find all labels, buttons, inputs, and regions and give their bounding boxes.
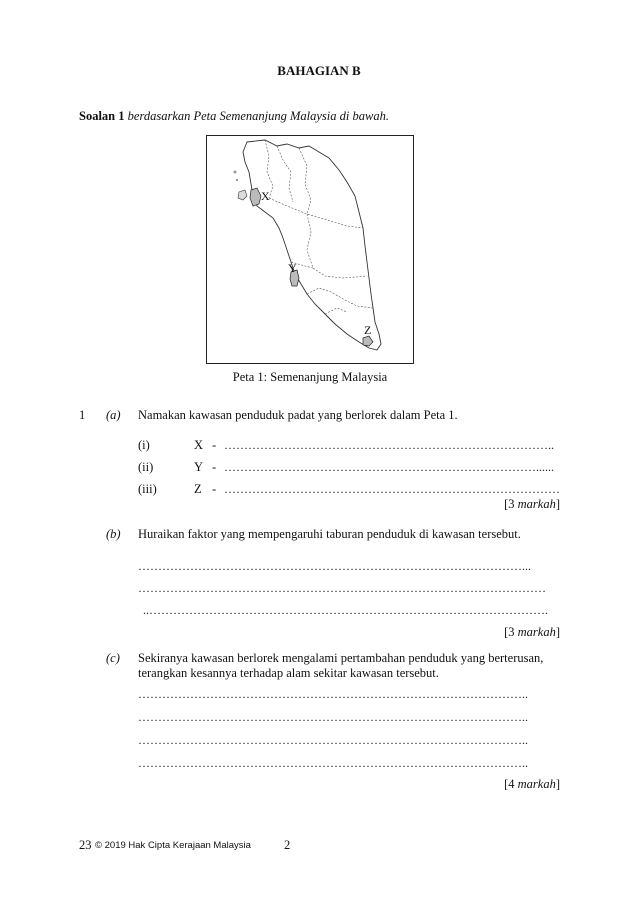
part-c-text-line2: terangkan kesannya terhadap alam sekitar kawasan tersebut. [138,666,439,680]
map-caption: Peta 1: Semenanjung Malaysia [232,370,388,384]
peninsula-outline [243,140,381,350]
shaded-area-z [363,336,373,346]
answer-line[interactable]: ……………………………………………………………………………………... [138,559,531,573]
map-label-z: Z [364,323,372,337]
answer-line[interactable]: …………………………………………………………………………………….. [138,756,528,770]
mark-word: markah [517,625,556,639]
mark-suffix: ] [555,497,560,511]
state-border [307,288,373,308]
footer-code: 23 [79,838,92,852]
mark-suffix: ] [555,777,560,791]
answer-dash: - [212,438,217,452]
mark-word: markah [517,777,556,791]
mark-prefix: [3 [504,497,518,511]
state-border [277,146,293,202]
state-border [325,308,347,314]
answer-letter: X [194,438,204,452]
part-b-label [106,527,121,542]
footer-copyright: © 2019 Hak Cipta Kerajaan Malaysia [95,840,251,851]
marks-a [380,497,560,512]
answer-roman: (i) [138,438,150,452]
answer-letter: Y [194,460,204,474]
intro-bold: Soalan 1 [79,109,125,123]
part-b-text: Huraikan faktor yang mempengaruhi taburan penduduk di kawasan tersebut. [138,527,521,541]
answer-letter: Z [194,482,202,496]
question-intro [79,109,389,124]
shaded-area-x [250,188,261,206]
map-label-y: Y [288,261,297,275]
intro-italic: berdasarkan Peta Semenanjung Malaysia di bawah. [127,109,389,123]
mark-prefix: [3 [504,625,518,639]
peninsular-malaysia-map [206,135,414,364]
part-c-label [106,651,120,666]
answer-line[interactable]: ..………………………………………………………………………………………. [143,603,548,617]
answer-line[interactable]: …………………………………………………………………………………….. [138,710,528,724]
answer-roman: (ii) [138,460,154,474]
island [234,171,237,174]
map-label-x: X [261,189,270,203]
answer-dash: - [212,460,217,474]
answer-line[interactable]: ……………………………………………………………………….. [224,438,554,452]
part-a-label [106,408,121,423]
part-c-text-line1: Sekiranya kawasan berlorek mengalami pertambahan penduduk yang berterusan, [138,651,544,665]
answer-line[interactable]: ………………………………………………………………………………………… [138,581,546,595]
state-border [307,214,367,278]
marks-c [380,777,560,792]
answer-dash: - [212,482,217,496]
answer-line[interactable]: ………………………………………………………………………… [224,482,560,496]
part-c-label-text: (c) [106,651,120,665]
answer-line[interactable]: ……………………………………………………………………...... [224,460,554,474]
part-a-text: Namakan kawasan penduduk padat yang berlorek dalam Peta 1. [138,408,458,422]
mark-word: markah [517,497,556,511]
island [236,179,238,181]
answer-line[interactable]: …………………………………………………………………………………….. [138,687,528,701]
question-number: 1 [79,408,86,422]
state-border [269,198,363,228]
part-a-label-text: (a) [106,408,121,422]
mark-suffix: ] [555,625,560,639]
marks-b [380,625,560,640]
island [238,190,247,200]
part-b-label-text: (b) [106,527,121,541]
answer-roman: (iii) [138,482,157,496]
answer-line[interactable]: …………………………………………………………………………………….. [138,733,528,747]
state-border [299,148,311,214]
page-number: 2 [284,838,291,852]
section-heading: BAHAGIAN B [277,63,361,78]
mark-prefix: [4 [504,777,518,791]
map-drawing [207,136,413,363]
